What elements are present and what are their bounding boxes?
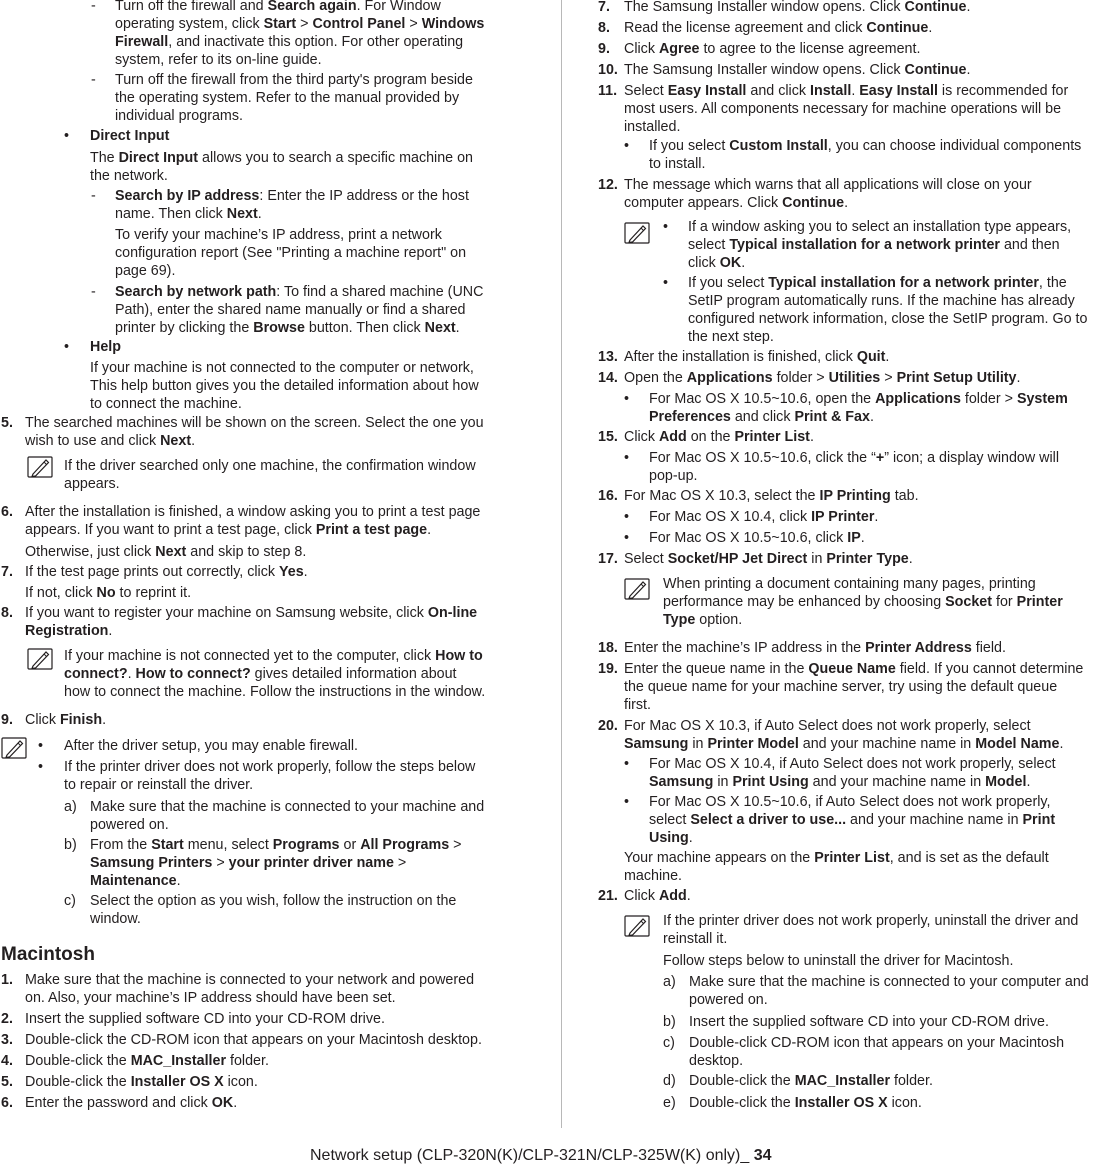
step-number: 8. [1, 605, 13, 621]
help-desc1: If your machine is not connected to the computer or network, [90, 360, 474, 376]
substep-marker: b) [64, 837, 77, 853]
note9-bullet2-line1: If the printer driver does not work properly, follow the steps below [64, 759, 476, 775]
step-number: 7. [598, 0, 610, 15]
help-desc2: This help button gives you the detailed information about how [90, 378, 479, 394]
note9-bullet1: After the driver setup, you may enable firewall. [64, 738, 359, 754]
dash-marker: - [91, 284, 96, 300]
s14-bullet-line1: For Mac OS X 10.5~10.6, open the Applications folder > System [649, 391, 1068, 407]
mac2-line: Insert the supplied software CD into your CD-ROM drive. [25, 1011, 385, 1027]
s20-line2: Samsung in Printer Model and your machine name in Model Name. [624, 736, 1064, 752]
page-footer [310, 1146, 772, 1166]
note9-b-line1: From the Start menu, select Programs or All Programs > [90, 837, 462, 853]
substep-marker: e) [663, 1095, 676, 1111]
s16-bullet2: For Mac OS X 10.5~10.6, click IP. [649, 530, 865, 546]
mac3-line: Double-click the CD-ROM icon that appears on your Macintosh desktop. [25, 1032, 482, 1048]
s13-line: After the installation is finished, click Quit. [624, 349, 890, 365]
step-number: 18. [598, 640, 618, 656]
note9-c-line2: window. [90, 911, 141, 927]
note12-b1-line2: select Typical installation for a network printer and then [688, 237, 1060, 253]
note21-e: Double-click the Installer OS X icon. [689, 1095, 922, 1111]
note17-line1: When printing a document containing many pages, printing [663, 576, 1036, 592]
step9-line1: Click Finish. [25, 712, 107, 728]
note12-b2-line3: configured network information, close the SetIP program. Go to [688, 311, 1088, 327]
search-path-line1: Search by network path: To find a shared machine (UNC [115, 284, 484, 300]
note9-a-line1: Make sure that the machine is connected to your machine and [90, 799, 485, 815]
dash-marker: - [91, 188, 96, 204]
bullet-marker: • [38, 738, 44, 754]
s18-line: Enter the machine’s IP address in the Printer Address field. [624, 640, 1006, 656]
bullet-marker: • [38, 759, 44, 775]
s20-extra-line1: Your machine appears on the Printer List, and is set as the default [624, 850, 1049, 866]
search-ip-line2: name. Then click Next. [115, 206, 262, 222]
step-number: 12. [598, 177, 618, 193]
s15-bullet-line1: For Mac OS X 10.5~10.6, click the “+” icon; a display window will [649, 450, 1060, 466]
bullet-marker: • [64, 339, 70, 355]
note17-line2: performance may be enhanced by choosing Socket for Printer [663, 594, 1063, 610]
step5-line1: The searched machines will be shown on the screen. Select the one you [25, 415, 484, 431]
s20-b1-line1: For Mac OS X 10.4, if Auto Select does not work properly, select [649, 756, 1056, 772]
firewall-a-line3: Firewall, and inactivate this option. For other operating [115, 34, 464, 50]
step7-extra: If not, click No to reprint it. [25, 585, 192, 601]
step-number: 9. [1, 712, 13, 728]
firewall-a-line2: operating system, click Start > Control Panel > Windows [115, 16, 485, 32]
s11-bullet-line2: to install. [649, 156, 706, 172]
step-number: 19. [598, 661, 618, 677]
bullet-marker: • [624, 530, 630, 546]
s20-b2-line1: For Mac OS X 10.5~10.6, if Auto Select does not work properly, [649, 794, 1051, 810]
note21-c-line1: Double-click CD-ROM icon that appears on your Macintosh [689, 1035, 1065, 1051]
note21-c-line2: desktop. [689, 1053, 744, 1069]
mac1-line2: on. Also, your machine’s IP address should have been set. [25, 990, 396, 1006]
ip-note-line3: page 69). [115, 263, 176, 279]
s12-line1: The message which warns that all applications will close on your [624, 177, 1032, 193]
section-heading: Macintosh [1, 944, 95, 965]
ip-note-line2: configuration report (See "Printing a machine report" on [115, 245, 467, 261]
mac1-line1: Make sure that the machine is connected to your network and powered [25, 972, 475, 988]
note8-line1: If your machine is not connected yet to the computer, click How to [64, 648, 483, 664]
note12-b1-line3: click OK. [688, 255, 746, 271]
s11-line3: installed. [624, 119, 681, 135]
step7-line1: If the test page prints out correctly, click Yes. [25, 564, 308, 580]
s14-line: Open the Applications folder > Utilities > Print Setup Utility. [624, 370, 1021, 386]
step-number: 14. [598, 370, 618, 386]
step-number: 6. [1, 504, 13, 520]
direct-input-title: Direct Input [90, 128, 170, 144]
note-icon [624, 578, 650, 600]
direct-input-desc1: The Direct Input allows you to search a specific machine on [90, 150, 474, 166]
bullet-marker: • [663, 219, 669, 235]
note12-b2-line2: SetIP program automatically runs. If the machine has already [688, 293, 1075, 309]
step6-extra: Otherwise, just click Next and skip to step 8. [25, 544, 307, 560]
step-number: 16. [598, 488, 618, 504]
substep-marker: a) [64, 799, 77, 815]
search-ip-line1: Search by IP address: Enter the IP address or the host [115, 188, 469, 204]
s15-line: Click Add on the Printer List. [624, 429, 814, 445]
help-desc3: to connect the machine. [90, 396, 242, 412]
bullet-marker: • [624, 450, 630, 466]
note8-line3: how to connect the machine. Follow the instructions in the window. [64, 684, 486, 700]
s16-line: For Mac OS X 10.3, select the IP Printing tab. [624, 488, 919, 504]
step-number: 21. [598, 888, 618, 904]
mac6-line: Enter the password and click OK. [25, 1095, 238, 1111]
s11-line2: most users. All components necessary for machine operations will be [624, 101, 1062, 117]
note9-a-line2: powered on. [90, 817, 169, 833]
step6-line2: appears. If you want to print a test page, click Print a test page. [25, 522, 432, 538]
note21-p1-line1: If the printer driver does not work properly, uninstall the driver and [663, 913, 1079, 929]
s20-b2-line2: select Select a driver to use... and your machine name in Print [649, 812, 1056, 828]
step-number: 8. [598, 20, 610, 36]
substep-marker: c) [663, 1035, 675, 1051]
step-number: 20. [598, 718, 618, 734]
note21-p2: Follow steps below to uninstall the driver for Macintosh. [663, 953, 1014, 969]
s19-line1: Enter the queue name in the Queue Name field. If you cannot determine [624, 661, 1084, 677]
step8-line1: If you want to register your machine on Samsung website, click On-line [25, 605, 478, 621]
step5-line2: wish to use and click Next. [25, 433, 196, 449]
bullet-marker: • [624, 794, 630, 810]
s8-line: Read the license agreement and click Continue. [624, 20, 933, 36]
step-number: 11. [598, 83, 618, 99]
step-number: 5. [1, 415, 13, 431]
note-icon [624, 915, 650, 937]
note21-d: Double-click the MAC_Installer folder. [689, 1073, 933, 1089]
note-icon [27, 456, 53, 478]
step-number: 9. [598, 41, 610, 57]
bullet-marker: • [624, 756, 630, 772]
s20-b2-line3: Using. [649, 830, 693, 846]
substep-marker: a) [663, 974, 676, 990]
s14-bullet-line2: Preferences and click Print & Fax. [649, 409, 874, 425]
s10-line: The Samsung Installer window opens. Click Continue. [624, 62, 971, 78]
dash-marker: - [91, 0, 96, 14]
note12-b2-line4: the next step. [688, 329, 774, 345]
note-icon [27, 648, 53, 670]
firewall-a-line4: system, refer to its on-line guide. [115, 52, 322, 68]
s12-line2: computer appears. Click Continue. [624, 195, 849, 211]
page-number: 34 [749, 1147, 772, 1164]
firewall-b-line3: individual programs. [115, 108, 243, 124]
s7-line: The Samsung Installer window opens. Click Continue. [624, 0, 971, 15]
bullet-marker: • [64, 128, 70, 144]
step8-line2: Registration. [25, 623, 113, 639]
s21-line: Click Add. [624, 888, 691, 904]
s15-bullet-line2: pop-up. [649, 468, 698, 484]
step-number: 13. [598, 349, 618, 365]
ip-note-line1: To verify your machine’s IP address, print a network [115, 227, 442, 243]
step6-line1: After the installation is finished, a window asking you to print a test page [25, 504, 481, 520]
firewall-b-line1: Turn off the firewall from the third party's program beside [115, 72, 473, 88]
bullet-marker: • [624, 138, 630, 154]
note12-b2-line1: If you select Typical installation for a network printer, the [688, 275, 1067, 291]
s19-line2: the queue name for your machine server, try using the default queue [624, 679, 1058, 695]
firewall-b-line2: the operating system. Refer to the manual provided by [115, 90, 460, 106]
note9-c-line1: Select the option as you wish, follow the instruction on the [90, 893, 457, 909]
footer-title: Network setup (CLP-320N(K)/CLP-321N/CLP-325W(K) only)_ [310, 1147, 750, 1164]
s19-line3: first. [624, 697, 652, 713]
bullet-marker: • [663, 275, 669, 291]
note21-a-line1: Make sure that the machine is connected to your computer and [689, 974, 1089, 990]
note9-b-line2: Samsung Printers > your printer driver name > [90, 855, 407, 871]
s11-line1: Select Easy Install and click Install. Easy Install is recommended for [624, 83, 1069, 99]
column-divider [561, 0, 562, 1128]
s16-bullet1: For Mac OS X 10.4, click IP Printer. [649, 509, 879, 525]
step-number: 10. [598, 62, 618, 78]
step-number: 17. [598, 551, 618, 567]
s20-b1-line2: Samsung in Print Using and your machine name in Model. [649, 774, 1031, 790]
bullet-marker: • [624, 391, 630, 407]
note17-line3: Type option. [663, 612, 743, 628]
mac4-line: Double-click the MAC_Installer folder. [25, 1053, 269, 1069]
bullet-marker: • [624, 509, 630, 525]
firewall-a-line1: Turn off the firewall and Search again. For Window [115, 0, 441, 14]
note21-a-line2: powered on. [689, 992, 768, 1008]
step-number: 4. [1, 1053, 13, 1069]
step-number: 3. [1, 1032, 13, 1048]
note9-bullet2-line2: to repair or reinstall the driver. [64, 777, 254, 793]
note-icon [624, 222, 650, 244]
dash-marker: - [91, 72, 96, 88]
step-number: 7. [1, 564, 13, 580]
s9-line: Click Agree to agree to the license agreement. [624, 41, 921, 57]
help-title: Help [90, 339, 121, 355]
note5-line2: appears. [64, 476, 120, 492]
note21-b: Insert the supplied software CD into your CD-ROM drive. [689, 1014, 1049, 1030]
note5-line1: If the driver searched only one machine, the confirmation window [64, 458, 476, 474]
step-number: 1. [1, 972, 13, 988]
search-path-line2: Path), enter the shared name manually or find a shared [115, 302, 466, 318]
s11-bullet-line1: If you select Custom Install, you can choose individual components [649, 138, 1082, 154]
note9-b-line3: Maintenance. [90, 873, 181, 889]
step-number: 5. [1, 1074, 13, 1090]
substep-marker: c) [64, 893, 76, 909]
note21-p1-line2: reinstall it. [663, 931, 728, 947]
step-number: 2. [1, 1011, 13, 1027]
search-path-line3: printer by clicking the Browse button. Then click Next. [115, 320, 460, 336]
step-number: 15. [598, 429, 618, 445]
note12-b1-line1: If a window asking you to select an installation type appears, [688, 219, 1072, 235]
substep-marker: b) [663, 1014, 676, 1030]
direct-input-desc2: the network. [90, 168, 168, 184]
s17-line: Select Socket/HP Jet Direct in Printer Type. [624, 551, 913, 567]
mac5-line: Double-click the Installer OS X icon. [25, 1074, 258, 1090]
step-number: 6. [1, 1095, 13, 1111]
note-icon [1, 737, 27, 759]
note8-line2: connect?. How to connect? gives detailed information about [64, 666, 457, 682]
s20-extra-line2: machine. [624, 868, 683, 884]
s20-line1: For Mac OS X 10.3, if Auto Select does not work properly, select [624, 718, 1031, 734]
substep-marker: d) [663, 1073, 676, 1089]
